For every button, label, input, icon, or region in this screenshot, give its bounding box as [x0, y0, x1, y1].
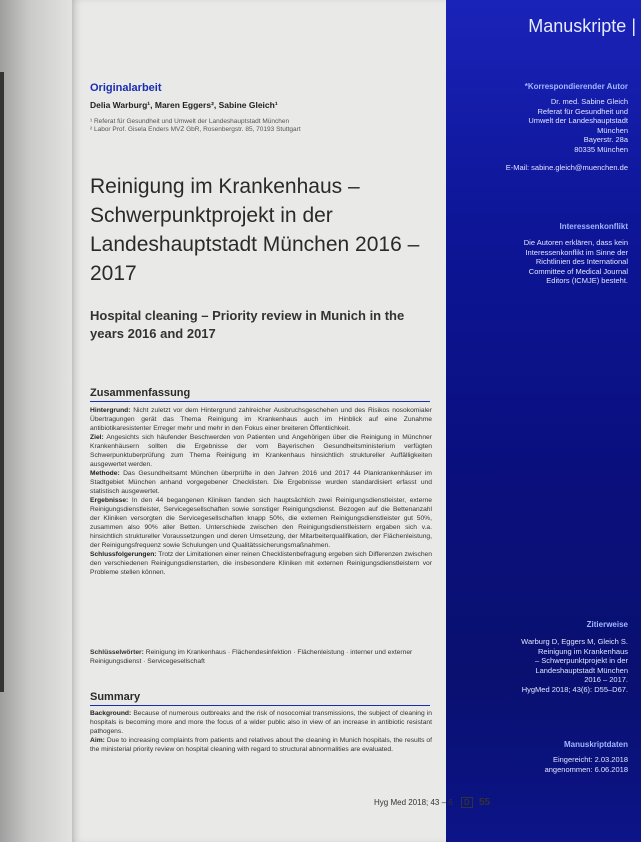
date-line: angenommen: 6.06.2018	[544, 764, 628, 774]
interest-line: Editors (ICMJE) besteht.	[546, 276, 628, 285]
corr-line: München	[597, 125, 628, 135]
scan-shadow-bar	[0, 72, 4, 692]
german-title: Reinigung im Krankenhaus – Schwerpunktprojekt in der Landeshauptstadt München 2016 – 2017	[90, 175, 420, 285]
citation-block	[456, 637, 628, 694]
zusammenfassung-body	[90, 406, 432, 577]
date-line: Eingereicht: 2.03.2018	[552, 755, 628, 764]
section-label: Originalarbeit	[90, 82, 162, 94]
spacer	[456, 154, 628, 163]
keywords: Schlüsselwörter: Reinigung im Krankenhaus · Flächendesinfektion · Flächenleistung · interner und externer Reinigungsdienst · Servicegesellschaft	[90, 649, 413, 665]
interest-heading: Interessenkonflikt	[559, 222, 628, 231]
interest-line: Interessenkonflikt im Sinne der	[525, 247, 628, 257]
citation-line: Reinigung im Krankenhaus	[537, 646, 628, 656]
english-title: Hospital cleaning – Priority review in Munich in the years 2016 and 2017	[90, 308, 405, 341]
affiliation-1: ¹ Referat für Gesundheit und Umwelt der Landeshauptstadt München	[90, 118, 290, 125]
citation-line: Landeshauptstadt München	[535, 665, 628, 675]
journal-ref: Hyg Med 2018; 43 – 6	[374, 798, 453, 807]
section-marker: D	[461, 797, 473, 808]
page-footer	[374, 797, 490, 808]
scan-left-edge	[0, 0, 72, 842]
email-link[interactable]: E-Mail: sabine.gleich@muenchen.de	[505, 163, 628, 172]
interest-line: Richtlinien des International	[535, 257, 628, 266]
summary-paragraph: Background: Because of numerous outbreaks and the risk of nosocomial transmissions, the subject of cleaning in hospitals is becoming more and more the focus of a wider public also in view of an increase in antibiotic resistant pathogens.	[90, 710, 432, 735]
author-list: Delia Warburg¹, Maren Eggers², Sabine Gleich¹	[90, 100, 278, 110]
affiliation-2: ² Labor Prof. Gisela Enders MVZ GbR, Rosenbergstr. 85, 70193 Stuttgart	[90, 126, 301, 133]
abstract-paragraph: Ergebnisse: In den 44 begangenen Kliniken fanden sich hauptsächlich zwei Reinigungsdienstleister, externe Reinigungsdienstleister, Servicegesellschaften sowie sonstiger Reinigungsdienst. Bezogen auf die Bettenanzahl der Kliniken versorgten die Servicegesellschaften knapp 50%, die externen Reinigungsdienstleister gut 50%, zusammen also 90% aller Betten. Unterschiede zwischen den Reinigungsdienstleistern ergaben sich v.a. hinsichtlich struktureller Voraussetzungen und deren Umsetzung, der Mitarbeiterqualifikation, der Flächenleistung, der Reinigungsfrequenz sowie Schulungen und Qualitätssicherungsmaßnahmen.	[90, 497, 433, 549]
interest-line: Committee of Medical Journal	[528, 266, 628, 276]
blue-sidebar	[446, 0, 641, 842]
interest-block	[456, 238, 628, 286]
sidebar-title: Manuskripte |	[528, 16, 636, 36]
summary-body	[90, 709, 432, 754]
summary-paragraph: Aim: Due to increasing complaints from patients and relatives about the cleaning in Munich hospitals, the results of the ministerial priority review on hospital cleaning with regard to structural abnormalities are evaluated.	[90, 737, 432, 753]
zusammenfassung-heading: Zusammenfassung	[90, 387, 430, 402]
corr-line: 80335 München	[574, 144, 628, 154]
corresponding-author-block	[456, 97, 628, 173]
corr-line: Dr. med. Sabine Gleich	[550, 97, 628, 106]
manuscript-dates-heading: Manuskriptdaten	[563, 740, 628, 749]
citation-line: 2016 – 2017.	[584, 675, 628, 684]
corr-line: Referat für Gesundheit und	[537, 106, 628, 116]
summary-heading: Summary	[90, 691, 430, 706]
abstract-paragraph: Methode: Das Gesundheitsamt München überprüfte in den Jahren 2016 und 2017 44 Plankrankenhäuser im Stadtgebiet München anhand vorgegebener Checklisten. Die Ergebnisse wurden standardisiert erfasst und statistisch ausgewertet.	[90, 470, 432, 495]
abstract-paragraph: Schlussfolgerungen: Trotz der Limitationen einer reinen Checklistenbefragung ergeben sich Differenzen zwischen den verschiedenen Reinigungsdienstarten, die insbesondere Kliniken mit externen Reinigungsdienstleistern vor Probleme stellen können.	[90, 551, 432, 576]
citation-line: – Schwerpunktprojekt in der	[535, 656, 628, 665]
abstract-paragraph: Ziel: Angesichts sich häufender Beschwerden von Patienten und Angehörigen über die Reinigung in Münchner Krankenhäusern sollten die Ergebnisse der vom Bayerischen Gesundheitsministerium verfügten Schwerpunktuberprüfung zum Thema Reinigung im Krankenhaus hinsichtlich struktureller Auffälligkeiten ausgewertet werden.	[90, 434, 432, 468]
citation-heading: Zitierweise	[586, 620, 628, 629]
abstract-paragraph: Hintergrund: Nicht zuletzt vor dem Hintergrund zahlreicher Ausbruchsgeschehen und des Risikos nosokomialer Übertragungen gerät das Thema Reinigung im Krankenhaus auch im Hinblick auf eine Zunahme antibiotikaresistenter Erreger mehr und mehr in den Fokus einer breiteren Öffentlichkeit.	[90, 407, 433, 432]
corr-line: Bayerstr. 28a	[583, 135, 628, 144]
citation-line: HygMed 2018; 43(6): D55–D67.	[521, 684, 628, 694]
affiliations	[90, 118, 430, 134]
corr-line: Umwelt der Landeshauptstadt	[528, 116, 628, 125]
manuscript-dates-block	[456, 755, 628, 774]
interest-line: Die Autoren erklären, dass kein	[523, 238, 628, 247]
citation-line: Warburg D, Eggers M, Gleich S.	[521, 637, 628, 646]
article-page	[72, 0, 446, 842]
page-number: 55	[478, 797, 491, 808]
corresponding-author-heading: *Korrespondierender Autor	[524, 82, 628, 91]
